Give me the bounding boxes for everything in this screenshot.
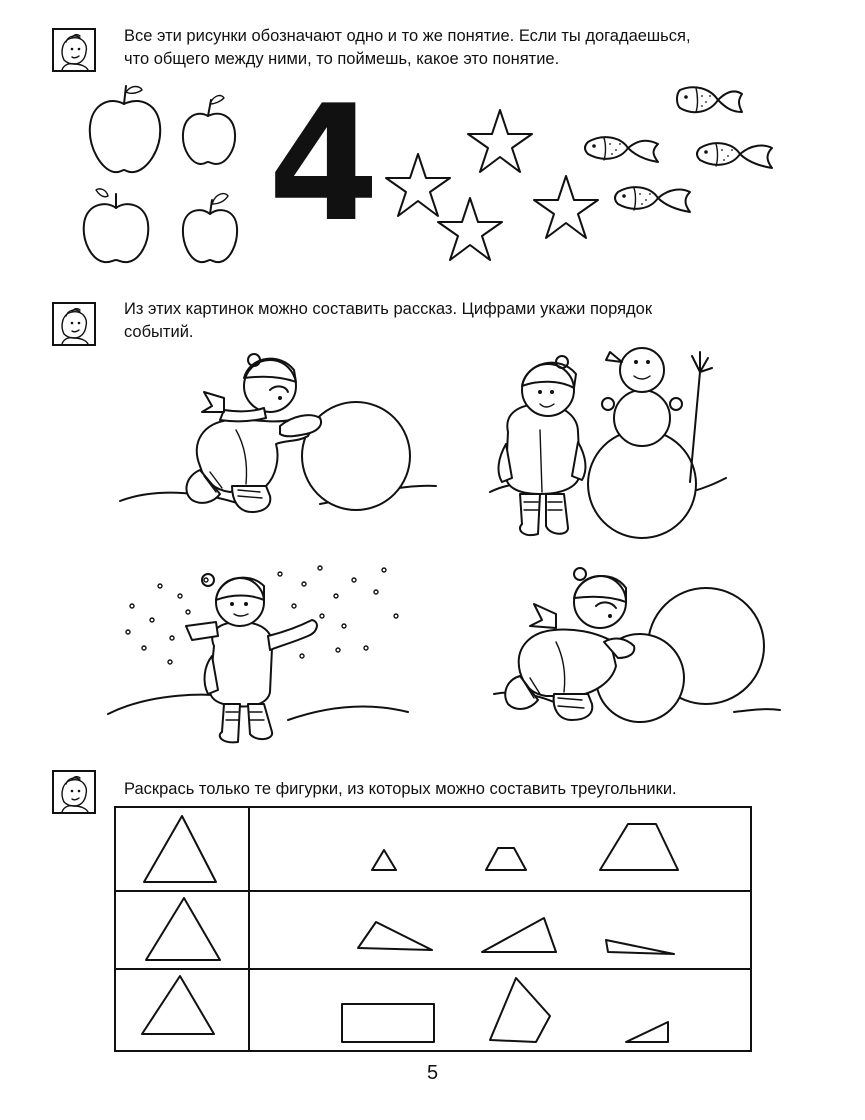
apples-group (80, 82, 260, 267)
task-2-text-line-1: Из этих картинок можно составить рассказ. Цифрами укажи порядок (124, 300, 653, 318)
option-rectangle[interactable] (342, 1004, 434, 1042)
story-scene-rolling-snowball (120, 346, 440, 536)
task-1-child-face-icon (52, 28, 96, 72)
options-cell-row-2 (248, 890, 752, 970)
fish-icon (697, 143, 772, 168)
fish-icon (585, 137, 658, 162)
apple-icon (183, 194, 237, 263)
fish-icon (677, 87, 742, 112)
page-number: 5 (426, 1062, 439, 1084)
apple-icon (84, 189, 149, 262)
sample-triangle[interactable] (116, 970, 248, 1050)
apple-icon (183, 96, 235, 164)
option-small-trapezoid[interactable] (486, 848, 526, 870)
stars-group (380, 106, 605, 266)
fish-group (582, 82, 792, 232)
story-scene-big-snowball (494, 562, 784, 742)
option-quadrilateral[interactable] (490, 978, 550, 1042)
task-1-text-line-2: что общего между ними, то поймешь, какое это понятие. (124, 50, 560, 68)
option-thin-triangle[interactable] (606, 940, 674, 954)
options-cell-row-3 (248, 968, 752, 1052)
story-scene-snowflakes (108, 556, 408, 746)
apple-icon (90, 86, 160, 172)
task-3-child-face-icon (52, 770, 96, 814)
sample-triangle[interactable] (116, 808, 248, 890)
sample-cell-row-1 (114, 806, 250, 892)
story-scene-snowman (490, 332, 730, 552)
task-2-text-line-2: событий. (124, 323, 194, 341)
star-icon (438, 198, 502, 260)
sample-cell-row-3 (114, 968, 250, 1052)
task-3-text: Раскрась только те фигурки, из которых можно составить треугольники. (124, 780, 677, 798)
star-icon (468, 110, 532, 172)
sample-cell-row-2 (114, 890, 250, 970)
option-small-triangle[interactable] (372, 850, 396, 870)
big-number-four: 4 (268, 70, 380, 257)
sample-triangle[interactable] (116, 892, 248, 968)
option-right-triangle[interactable] (482, 918, 556, 952)
star-icon (386, 154, 450, 216)
option-large-trapezoid[interactable] (600, 824, 678, 870)
options-cell-row-1 (248, 806, 752, 892)
option-obtuse-triangle[interactable] (358, 922, 432, 950)
task-2-child-face-icon (52, 302, 96, 346)
option-small-right-triangle[interactable] (626, 1022, 668, 1042)
task-1-text-line-1: Все эти рисунки обозначают одно и то же понятие. Если ты догадаешься, (124, 27, 691, 45)
fish-icon (615, 187, 690, 212)
